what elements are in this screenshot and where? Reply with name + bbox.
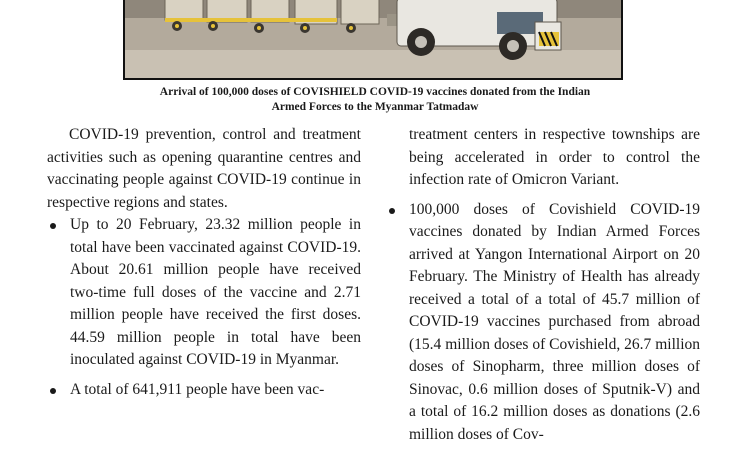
bullet-text: 100,000 doses of Covishield COVID-19 vaccines donated by Indian Armed Forces arrived at Yangon International Airport on 20 February. The Ministry of Health has already received a total of a total of 45.7 million of COVID-19 vaccines purchased from abroad (15.4 million doses of Covishield, 26.7 million doses of Sinopharm, three million doses of Sinovac, 0.6 million doses of Sputnik-V) and a total of 16.2 million doses as donations (2.6 million doses of Cov- — [409, 200, 700, 443]
bullet-icon — [50, 388, 56, 394]
caption-line-2: Armed Forces to the Myanmar Tatmadaw — [271, 101, 479, 113]
vaccine-arrival-photo — [123, 0, 623, 80]
continued-paragraph: treatment centers in respective townships are being accelerated in order to control the infection rate of Omicron Variant. — [409, 126, 700, 188]
photo-caption — [125, 85, 625, 115]
bullet-icon — [50, 223, 56, 229]
list-item — [47, 214, 361, 372]
airport-tarmac-illustration — [125, 0, 623, 80]
list-item — [47, 379, 361, 402]
bullet-text: A total of 641,911 people have been vac- — [70, 380, 325, 398]
bullet-text: Up to 20 February, 23.32 million people in total have been vaccinated against COVID-19. About 20.61 million people have received two-time full doses of the vaccine and 2.71 million people have received the first doses. 44.59 million people in total have been inoculated against COVID-19 in Myanmar. — [70, 216, 361, 368]
right-column — [386, 124, 700, 453]
caption-line-1: Arrival of 100,000 doses of COVISHIELD COVID-19 vaccines donated from the Indian — [159, 86, 591, 98]
left-column — [47, 124, 361, 408]
intro-paragraph: COVID-19 prevention, control and treatment activities such as opening quarantine centres and vaccinating people against COVID-19 continue in respective regions and states. — [47, 126, 361, 211]
list-item — [386, 199, 700, 447]
bullet-icon — [389, 208, 395, 214]
